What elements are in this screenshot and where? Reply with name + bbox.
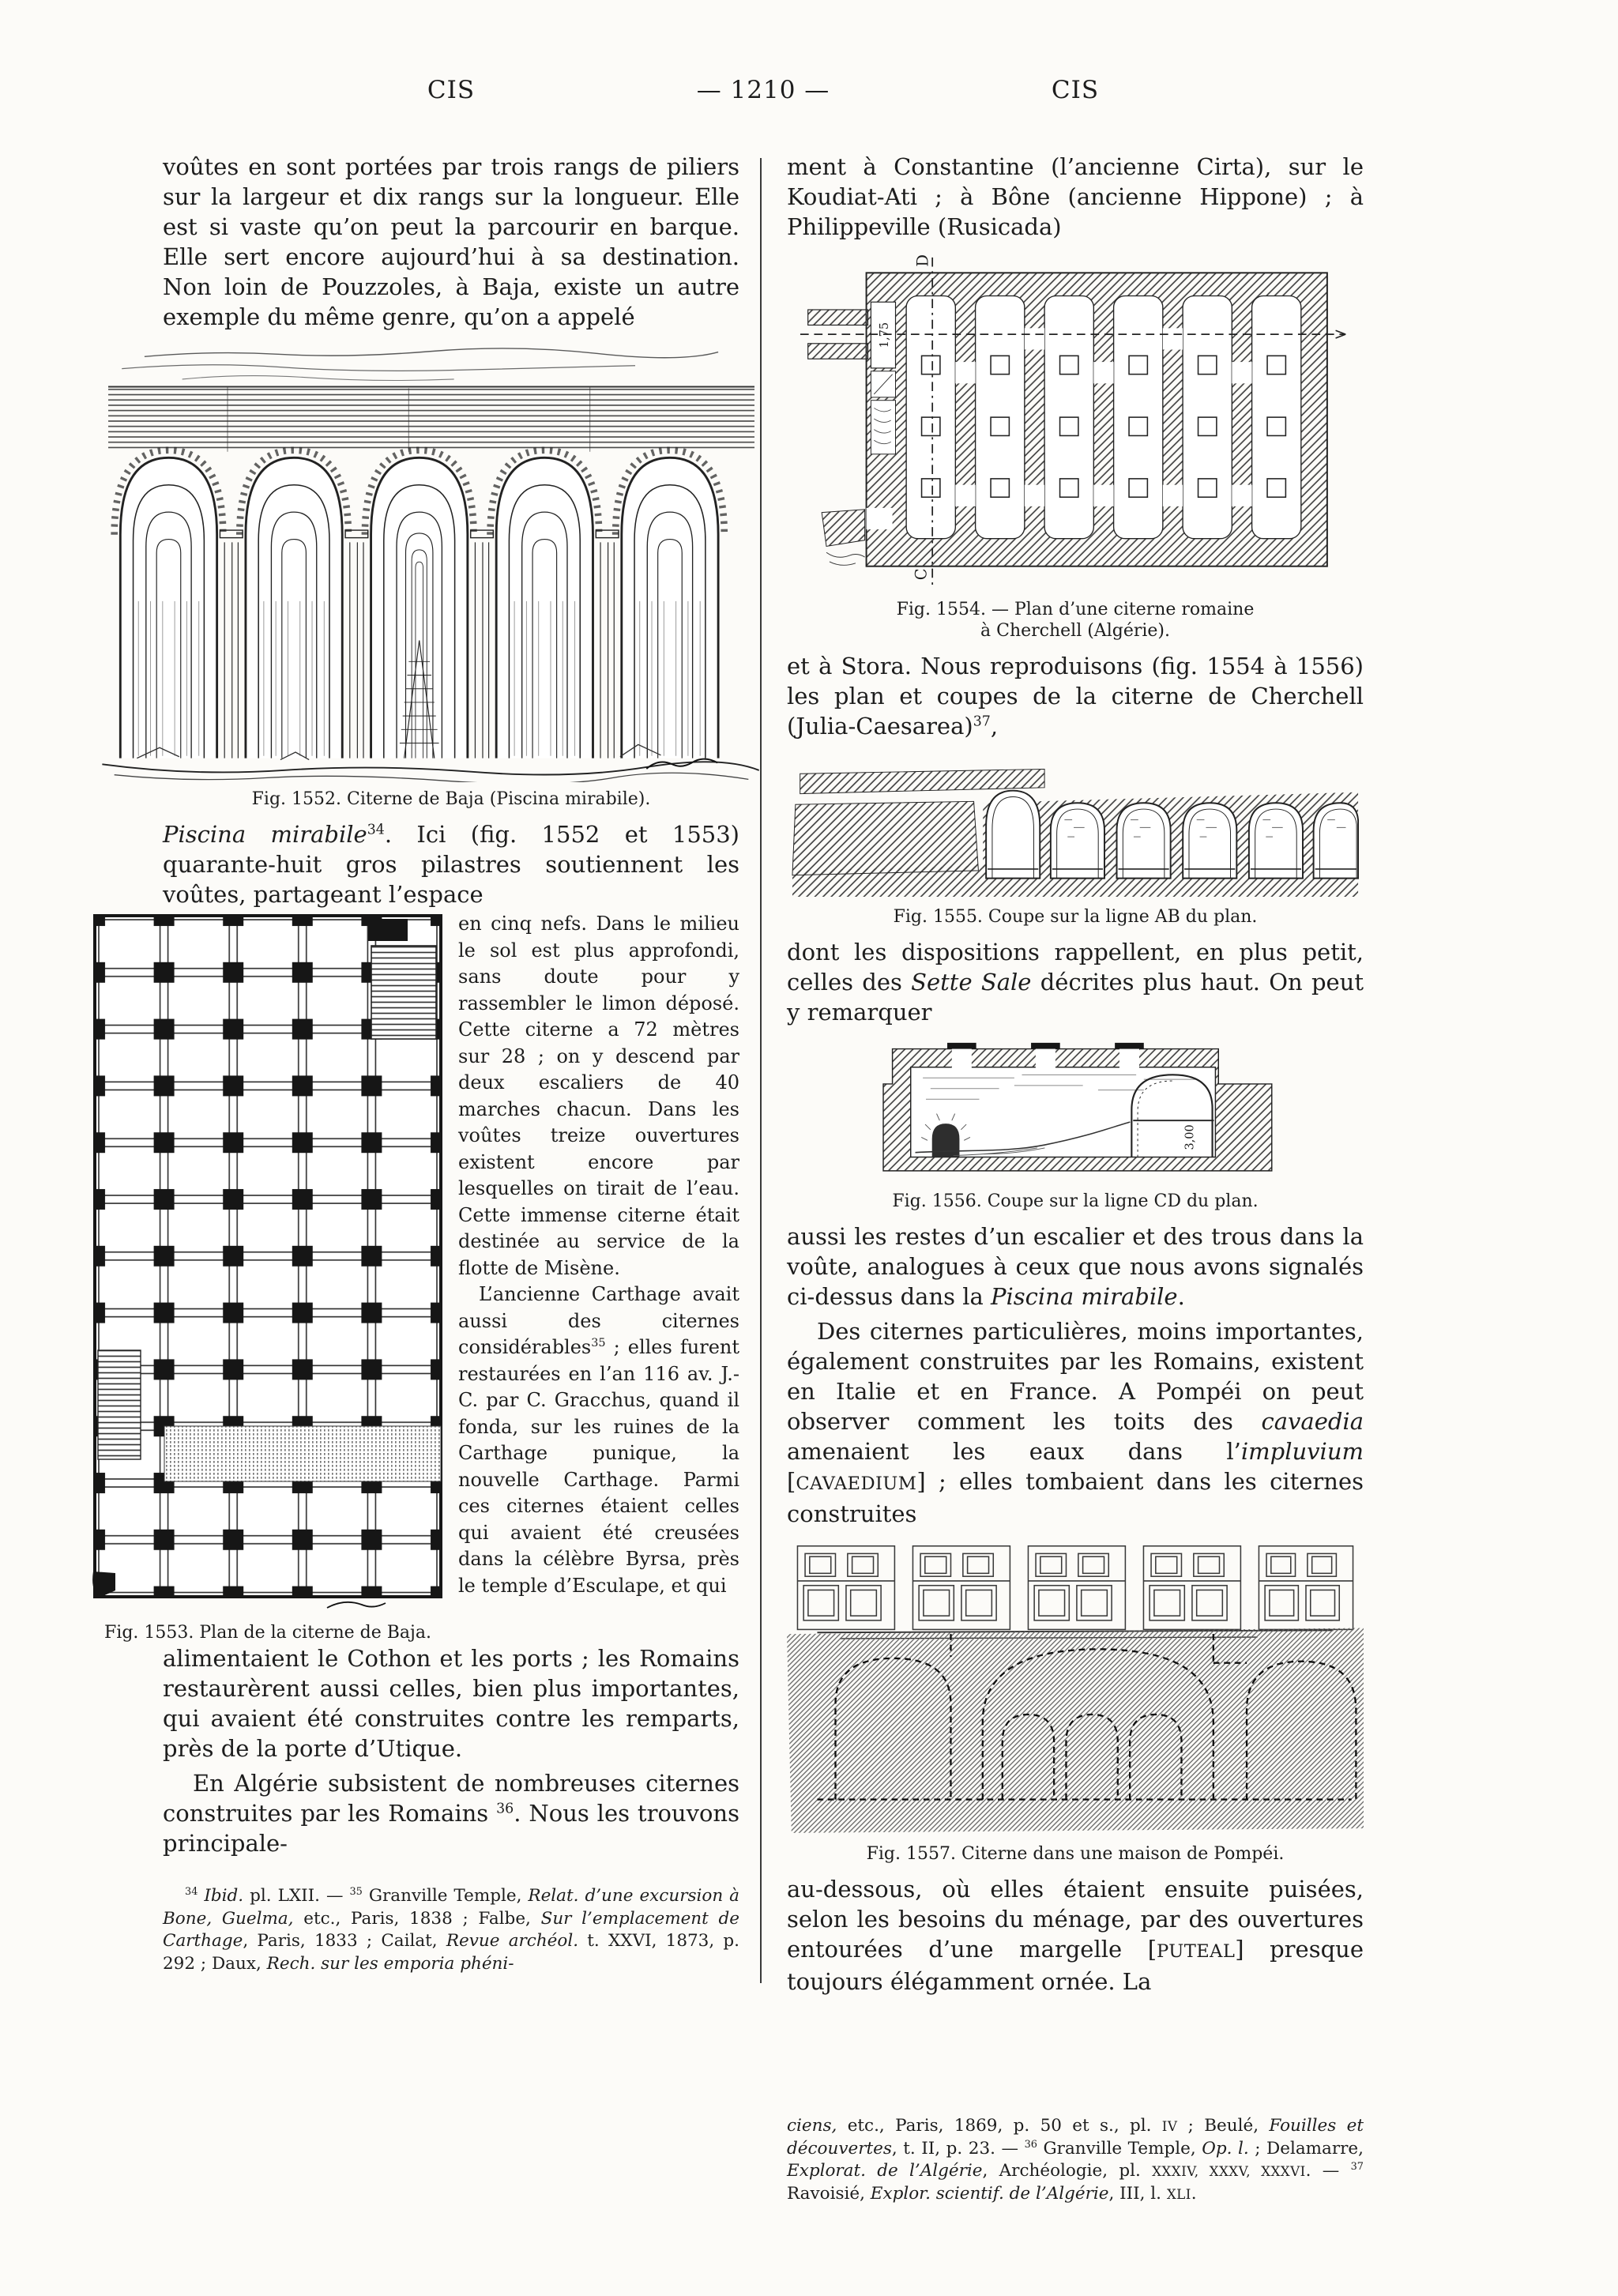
figure-1554-caption-line2: à Cherchell (Algérie).: [980, 620, 1170, 641]
cistern-baja-plan: [90, 911, 446, 1616]
figure-1556-caption: Fig. 1556. Coupe sur la ligne CD du plan.: [892, 1191, 1259, 1211]
paragraph-piscina-description: en cinq nefs. Dans le milieu le sol est plus approfondi, sans doute pour y rassembler le limon déposé. Cette citerne a 72 mètres sur 28 ; on y descend par deux escaliers de 40 marches chacun. Dans les voûtes treize ouvertures existent encore par lesquelles on tirait de l’eau. Cette immense citerne était destinée au service de la flotte de Misène.: [458, 913, 739, 1279]
section-label-C: C: [912, 568, 931, 581]
plan-signature-mark: [327, 1602, 386, 1608]
figure-1552: [163, 344, 739, 810]
figure-1557: [787, 1541, 1364, 1865]
paragraph-citernes-particulieres: Des citernes particulières, moins importantes, également construites par les Romains, existent en Italie et en France. A Pompéi on peut observer comment les toits des cavaedia amenaient les eaux dans l’impluvium [CAVAEDIUM] ; elles tombaient dans les citernes construites: [787, 1317, 1364, 1527]
cherchell-section-AB: [791, 754, 1360, 900]
footnote-right: ciens, etc., Paris, 1869, p. 50 et s., pl. IV ; Beulé, Fouilles et découvertes, t. II, p. 23. — $^{36}$ Granville Temple, Op. l. ; Delamarre, Explorat. de l’Algérie, Archéologie, pl. XXXIV, XXXV, XXXVI. — $^{37}$ Ravoisié, Explor. scientif. de l’Algérie, III, l. XLI.: [787, 2116, 1364, 2204]
figure-1554: [787, 254, 1364, 642]
page-number: — 1210 —: [696, 76, 830, 104]
column-divider-rule: [760, 158, 762, 1983]
header-keyword-left: CIS: [427, 76, 476, 104]
dimension-label-300: 3,00: [1183, 1124, 1197, 1150]
figure-1555-caption: Fig. 1555. Coupe sur la ligne AB du plan.: [893, 906, 1258, 927]
figure-1552-caption: Fig. 1552. Citerne de Baja (Piscina mirabile).: [251, 789, 651, 810]
paragraph-carthage: L’ancienne Carthage avait aussi des citernes considérables$^{35}$ ; elles furent restaurées en l’an 116 av. J.-C. par C. Gracchus, quand il fonda, sur les ruines de la Carthage punique, la nouvelle Carthage. Parmi ces citernes étaient celles qui avaient été creusées dans la célèbre Byrsa, près le temple d’Esculape, et qui: [458, 1283, 739, 1597]
print-area: [104, 76, 1364, 2205]
figure-1554-caption-line1: Fig. 1554. — Plan d’une citerne romaine: [896, 599, 1255, 619]
dimension-label-175: 1,75: [877, 322, 891, 348]
engraver-signature-mark: [646, 759, 717, 769]
figure-1553: [90, 911, 446, 1643]
narrow-text-column: [458, 911, 739, 1643]
header-keyword-right: CIS: [1051, 76, 1100, 104]
paragraph-puteal: au-dessous, où elles étaient ensuite puisées, selon les besoins du ménage, par des ouvertures entourées d’une margelle [PUTEAL] presque toujours élégamment ornée. La: [787, 1876, 1364, 1996]
two-column-text: [104, 152, 1364, 2205]
figure-1556: [787, 1040, 1364, 1212]
cistern-baja-engraving: [92, 344, 771, 782]
paragraph-escalier-voute: aussi les restes d’un escalier et des trous dans la voûte, analogues à ceux que nous avons signalés ci-dessus dans la Piscina mirabile.: [787, 1222, 1364, 1310]
paragraph-constantine: ment à Constantine (l’ancienne Cirta), sur le Koudiat-Ati ; à Bône (ancienne Hippone) ; à Philippeville (Rusicada): [787, 153, 1364, 240]
figure-1553-caption: Fig. 1553. Plan de la citerne de Baja.: [104, 1623, 431, 1643]
figure-1554-caption: [787, 599, 1364, 642]
figure-1557-caption: Fig. 1557. Citerne dans une maison de Pompéi.: [866, 1844, 1285, 1865]
figure-1555: [787, 754, 1364, 928]
cherchell-section-CD: [862, 1040, 1289, 1184]
cherchell-cistern-plan: [799, 254, 1352, 593]
figure-1553-with-sidetext: [90, 911, 739, 1643]
footnote-left: $^{34}$ Ibid. pl. LXII. — $^{35}$ Granville Temple, Relat. d’une excursion à Bone, Guelma, etc., Paris, 1838 ; Falbe, Sur l’emplacement de Carthage, Paris, 1833 ; Cailat, Revue archéol. t. XXVI, 1873, p. 292 ; Daux, Rech. sur les emporia phéni-: [163, 1886, 739, 1974]
paragraph-piscina-intro: voûtes en sont portées par trois rangs de piliers sur la largeur et dix rangs sur la longueur. Elle est si vaste qu’on peut la parcourir en barque. Elle sert encore aujourd’hui à sa destination. Non loin de Pouzzoles, à Baja, existe un autre exemple du même genre, qu’on a appelé: [163, 153, 739, 330]
left-column: [104, 152, 739, 2205]
paragraph-piscina-mirabile-start: Piscina mirabile$^{34}$. Ici (fig. 1552 et 1553) quarante-huit gros pilastres soutiennent les voûtes, partageant l’espace: [163, 821, 739, 909]
right-column: [787, 152, 1364, 2205]
paragraph-cothon: alimentaient le Cothon et les ports ; les Romains restaurèrent aussi celles, bien plus importantes, qui avaient été construites contre les remparts, près de la porte d’Utique.: [163, 1645, 739, 1763]
paragraph-sette-sale: dont les dispositions rappellent, en plus petit, celles des Sette Sale décrites plus haut. On peut y remarquer: [787, 938, 1364, 1026]
section-label-D: D: [913, 254, 932, 267]
paragraph-stora: et à Stora. Nous reproduisons (fig. 1554 à 1556) les plan et coupes de la citerne de Cherchell (Julia-Caesarea)$^{37}$,: [787, 652, 1364, 740]
running-header: [163, 76, 1364, 120]
pompeii-house-cistern-section: [787, 1541, 1364, 1838]
paragraph-algerie: En Algérie subsistent de nombreuses citernes construites par les Romains $^{36}$. Nous les trouvons principale-: [163, 1770, 739, 1858]
